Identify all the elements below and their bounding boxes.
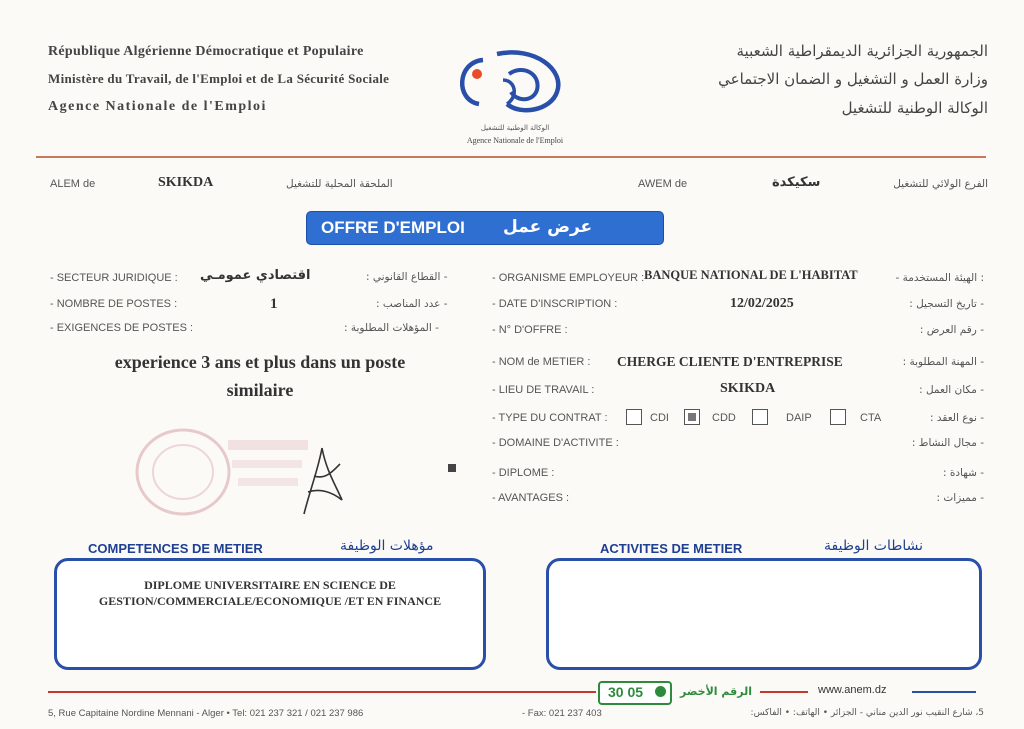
avantages-ar-label: - مميزات :: [936, 492, 984, 504]
avantages-label: - AVANTAGES :: [492, 492, 570, 504]
contrat-option-cdi: CDI: [650, 412, 669, 424]
signature: [296, 440, 356, 520]
alem-ar-label: الملحقة المحلية للتشغيل: [286, 178, 393, 190]
postes-label: - NOMBRE DE POSTES :: [50, 298, 178, 310]
awem-value: سكيكدة: [772, 175, 821, 190]
lieu-ar-label: - مكان العمل :: [919, 384, 984, 396]
footer-rule-left: [48, 691, 596, 693]
exigences-line1: experience 3 ans et plus dans un poste: [114, 352, 406, 372]
exigences-label: - EXIGENCES DE POSTES :: [50, 322, 194, 334]
alem-value: SKIKDA: [158, 175, 214, 190]
contrat-label: - TYPE DU CONTRAT :: [492, 412, 608, 424]
green-number-ar: الرقم الأخضر: [680, 685, 752, 698]
header-ar-line2: وزارة العمل و التشغيل و الضمان الاجتماعي: [718, 70, 988, 88]
header-ar-line3: الوكالة الوطنية للتشغيل: [841, 99, 988, 117]
offre-number-label: - N° D'OFFRE :: [492, 324, 568, 336]
metier-value: CHERGE CLIENTE D'ENTREPRISE: [617, 354, 843, 369]
exigences-ar-label: - المؤهلات المطلوبة :: [344, 322, 439, 334]
offer-title-fr: OFFRE D'EMPLOI: [321, 218, 465, 237]
activites-title: ACTIVITES DE METIER: [600, 541, 743, 556]
anem-logo-icon: [445, 40, 585, 122]
footer-address-fr: 5, Rue Capitaine Nordine Mennani - Alger • Tel: 021 237 321 / 021 237 986: [48, 708, 364, 719]
footer-fax-fr: - Fax: 021 237 403: [522, 708, 602, 719]
organisme-label: - ORGANISME EMPLOYEUR :: [492, 272, 645, 284]
checkbox-daip[interactable]: [752, 409, 768, 425]
secteur-value: اقتصادي عمومـي: [200, 268, 311, 283]
date-label: - DATE D'INSCRIPTION :: [492, 298, 618, 310]
competences-title-ar: مؤهلات الوظيفة: [340, 538, 434, 554]
competences-line2: GESTION/COMMERCIALE/ECONOMIQUE /ET EN FINANCE: [98, 594, 442, 608]
website-link[interactable]: www.anem.dz: [818, 684, 887, 696]
lieu-label: - LIEU DE TRAVAIL :: [492, 384, 595, 396]
offer-title-ar: عرض عمل: [503, 217, 593, 237]
awem-label: AWEM de: [638, 178, 688, 190]
anem-logo: [445, 40, 585, 152]
domaine-ar-label: - مجال النشاط :: [911, 437, 984, 449]
competences-line1: DIPLOME UNIVERSITAIRE EN SCIENCE DE: [144, 578, 396, 592]
metier-label: - NOM de METIER :: [492, 356, 591, 368]
small-square-icon: [448, 464, 456, 472]
header-fr-line2: Ministère du Travail, de l'Emploi et de La Sécurité Sociale: [48, 71, 390, 86]
secteur-ar-label: - القطاع القانوني :: [366, 271, 448, 283]
secteur-label: - SECTEUR JURIDIQUE :: [50, 272, 178, 284]
contrat-option-daip: DAIP: [786, 412, 812, 424]
domaine-label: - DOMAINE D'ACTIVITE :: [492, 437, 619, 449]
postes-ar-label: - عدد المناصب :: [376, 298, 448, 310]
phone-icon: [655, 686, 666, 697]
checkbox-cdi[interactable]: [626, 409, 642, 425]
header-ar-line1: الجمهورية الجزائرية الديمقراطية الشعبية: [736, 42, 988, 60]
contrat-ar-label: - نوع العقد :: [930, 412, 984, 424]
offre-number-ar-label: - رقم العرض :: [919, 324, 984, 336]
alem-label: ALEM de: [50, 178, 96, 190]
logo-fr-text: Agence Nationale de l'Emploi: [466, 136, 564, 145]
lieu-value: SKIKDA: [720, 381, 776, 396]
competences-title: COMPETENCES DE METIER: [88, 541, 263, 556]
awem-ar-label: الفرع الولائي للتشغيل: [893, 178, 988, 190]
date-ar-label: - تاريخ التسجيل :: [909, 298, 984, 310]
footer-rule-right: [912, 691, 976, 693]
organisme-ar-label: : الهيئة المستخدمة -: [895, 272, 984, 284]
footer-address-ar: 5، شارع النقيب نور الدين مناني - الجزائر • الهاتف: • الفاكس:: [750, 708, 984, 718]
contrat-option-cta: CTA: [860, 412, 882, 424]
checkbox-cdd[interactable]: [684, 409, 700, 425]
metier-ar-label: - المهنة المطلوبة :: [902, 356, 984, 368]
footer-rule-mid: [760, 691, 808, 693]
date-value: 12/02/2025: [730, 296, 794, 311]
green-number: 30 05: [608, 684, 644, 700]
checkbox-cta[interactable]: [830, 409, 846, 425]
stamp: [128, 420, 318, 520]
diplome-ar-label: - شهادة :: [942, 467, 984, 479]
green-number-badge: [598, 681, 672, 705]
header-fr-line1: République Algérienne Démocratique et Populaire: [48, 44, 364, 59]
activites-box: [546, 558, 982, 670]
competences-box: [54, 558, 486, 670]
activites-title-ar: نشاطات الوظيفة: [824, 538, 924, 554]
postes-value: 1: [270, 296, 278, 312]
header-divider: [36, 156, 986, 158]
exigences-line2: similaire: [226, 380, 294, 400]
diplome-label: - DIPLOME :: [492, 467, 555, 479]
offer-title-bar: [306, 211, 664, 245]
header-fr-line3: Agence Nationale de l'Emploi: [48, 99, 267, 114]
logo-ar-text: الوكالة الوطنية للتشغيل: [480, 124, 550, 132]
organisme-value: BANQUE NATIONAL DE L'HABITAT: [644, 268, 858, 282]
contrat-option-cdd: CDD: [712, 412, 736, 424]
